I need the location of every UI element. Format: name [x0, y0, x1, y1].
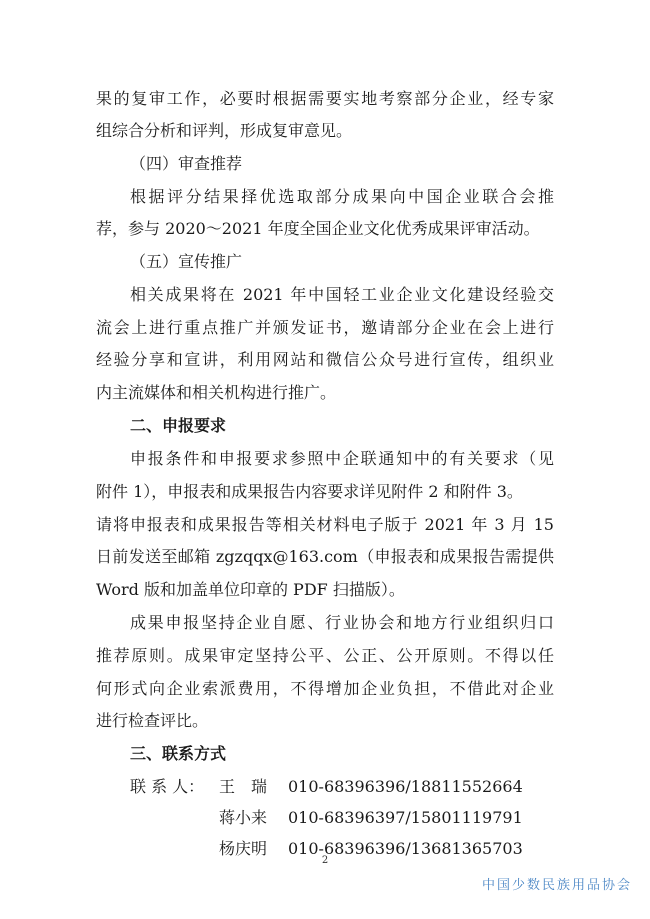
page-number: 2 — [321, 855, 329, 866]
body-text-line: 经验分享和宣讲，利用网站和微信公众号进行宣传，组织业 — [96, 350, 554, 369]
contact-phone: 010-68396396/18811552664 — [288, 777, 523, 796]
body-text-line: 推荐原则。成果审定坚持公平、公正、公开原则。不得以任 — [96, 646, 554, 665]
body-text-line: Word 版和加盖单位印章的 PDF 扫描版）。 — [96, 580, 405, 599]
body-text-line: 根据评分结果择优选取部分成果向中国企业联合会推 — [130, 187, 554, 206]
section-heading: 二、申报要求 — [130, 416, 227, 435]
body-text-line: 相关成果将在 2021 年中国轻工业企业文化建设经验交 — [130, 285, 554, 304]
body-text-line: 附件 1），申报表和成果报告内容要求详见附件 2 和附件 3。 — [96, 482, 523, 501]
body-text-line: 流会上进行重点推广并颁发证书，邀请部分企业在会上进行 — [96, 318, 554, 337]
watermark-text: 中国少数民族用品协会 — [481, 878, 632, 893]
contact-name: 王 瑞 — [219, 777, 268, 796]
contact-label: 联 系 人： — [130, 777, 205, 796]
section-heading: 三、联系方式 — [130, 744, 227, 763]
body-text-line: 进行检查评比。 — [96, 711, 209, 730]
body-text-line: 申报条件和申报要求参照中企联通知中的有关要求（见 — [130, 449, 554, 468]
body-text-line: 内主流媒体和相关机构进行推广。 — [96, 383, 337, 402]
contact-name: 杨庆明 — [219, 839, 268, 858]
section-subheading: （五）宣传推广 — [130, 252, 243, 271]
section-subheading: （四）审查推荐 — [130, 154, 243, 173]
contact-name: 蒋小来 — [219, 808, 268, 827]
body-text-line: 果的复审工作，必要时根据需要实地考察部分企业，经专家 — [96, 89, 554, 108]
body-text-line: 请将申报表和成果报告等相关材料电子版于 2021 年 3 月 15 — [96, 515, 554, 534]
body-text-line: 组综合分析和评判，形成复审意见。 — [96, 121, 353, 140]
body-text-line: 荐，参与 2020～2021 年度全国企业文化优秀成果评审活动。 — [96, 219, 540, 238]
contact-phone: 010-68396396/13681365703 — [288, 839, 523, 858]
contact-phone: 010-68396397/15801119791 — [288, 808, 523, 827]
body-text-line: 日前发送至邮箱 zgzqqx@163.com（申报表和成果报告需提供 — [96, 547, 554, 566]
body-text-line: 何形式向企业索派费用，不得增加企业负担，不借此对企业 — [96, 679, 554, 698]
body-text-line: 成果申报坚持企业自愿、行业协会和地方行业组织归口 — [130, 613, 554, 632]
